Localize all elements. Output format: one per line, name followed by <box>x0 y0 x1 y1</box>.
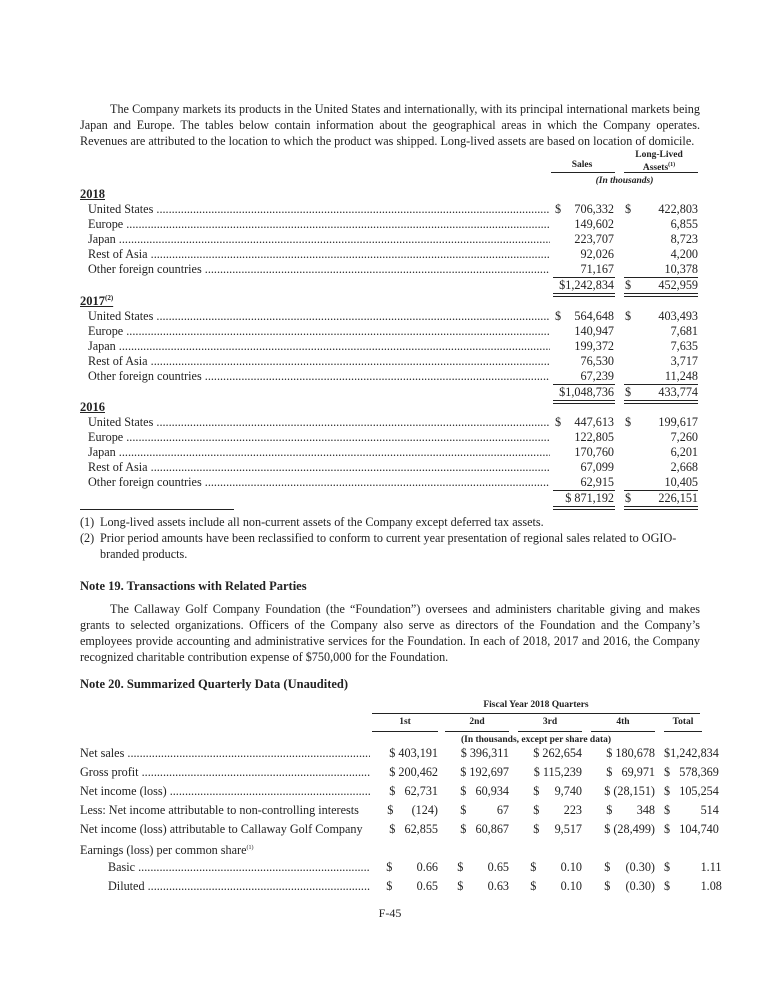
quarter-value: $ (0.30) <box>604 860 655 874</box>
sales-value: 447,613 <box>574 415 614 429</box>
table-row <box>80 353 700 369</box>
quarter-value: $ 62,855 <box>389 822 438 836</box>
quarter-value: $ 9,740 <box>533 784 582 798</box>
row-label <box>80 801 370 819</box>
footnote-rule <box>80 509 234 510</box>
quarter-value: $ 104,740 <box>664 822 719 836</box>
table-row <box>80 261 700 277</box>
note20-heading: Note 20. Summarized Quarterly Data (Unaudited) <box>80 677 349 691</box>
quarter-value: $ 0.10 <box>530 860 582 874</box>
col-header-assets-line2: Assets <box>642 163 669 174</box>
sales-value: 170,760 <box>574 445 614 459</box>
sales-value: 62,915 <box>580 475 614 489</box>
table-row <box>80 782 719 800</box>
row-label <box>80 782 370 800</box>
table-row <box>80 820 719 838</box>
year-label: 2018 <box>80 187 105 201</box>
col-header-assets-line1: Long-Lived <box>635 150 683 160</box>
column-header: 4th <box>616 717 630 727</box>
row-label: Rest of Asia ..... <box>88 459 550 475</box>
sales-value: 122,805 <box>574 430 614 444</box>
intro-paragraph: The Company markets its products in the United States and internationally, with its principal international markets being Japan and Europe. The tables below contain information about the geographical areas in which the Company operates. Revenues are attributed to the location to which the product was shipped. Long-lived assets are based on location of domicile. <box>80 102 700 148</box>
total-assets: 452,959 <box>658 278 698 292</box>
row-label: Japan ..... <box>88 231 550 247</box>
table-row <box>80 763 719 781</box>
table-row <box>80 216 700 232</box>
total-row <box>80 277 700 293</box>
table-row <box>80 414 700 430</box>
quarter-value: $ 1.11 <box>664 860 722 874</box>
units-label: (In thousands, except per share data) <box>460 735 612 745</box>
quarter-value: $ 192,697 <box>460 765 509 779</box>
year-heading <box>80 294 113 309</box>
sales-value: 71,167 <box>580 262 614 276</box>
quarters-group-header: Fiscal Year 2018 Quarters <box>483 700 589 710</box>
table-row <box>80 201 700 217</box>
quarter-value: $ 67 <box>460 803 509 817</box>
row-label <box>80 820 370 838</box>
currency-symbol: $ <box>625 202 632 216</box>
currency-symbol: $ <box>625 491 632 505</box>
currency-symbol: $ <box>625 385 632 399</box>
assets-value: 6,855 <box>670 217 698 231</box>
currency-symbol: $ <box>555 202 562 216</box>
sales-value: 706,332 <box>574 202 614 216</box>
row-label-text: Net income (loss) attributable to Callaway Golf Company <box>80 822 363 836</box>
quarter-value: $ 0.66 <box>386 860 438 874</box>
assets-value: 7,635 <box>670 339 698 353</box>
row-label: Other foreign countries ..... <box>88 474 550 490</box>
header-rule <box>664 731 702 732</box>
sales-value: 140,947 <box>574 324 614 338</box>
table-row <box>80 744 719 762</box>
total-assets: 433,774 <box>658 385 698 399</box>
quarter-value: $ 0.63 <box>457 879 509 893</box>
quarter-value: $ 60,934 <box>460 784 509 798</box>
quarter-value: $ (28,151) <box>604 784 655 798</box>
quarter-value: $ 348 <box>606 803 655 817</box>
footnote-number: (2) <box>80 531 95 545</box>
header-rule <box>518 731 582 732</box>
assets-value: 4,200 <box>670 247 698 261</box>
quarter-value: $ 9,517 <box>533 822 582 836</box>
sales-value: 67,239 <box>580 369 614 383</box>
quarter-value: $ 578,369 <box>664 765 719 779</box>
quarter-value: $ 200,462 <box>389 765 438 779</box>
header-rule <box>372 713 700 714</box>
table-row <box>80 338 700 354</box>
quarter-value: $ 223 <box>533 803 582 817</box>
col-header-assets <box>624 150 694 173</box>
quarter-value: $ (124) <box>387 803 438 817</box>
header-rule <box>445 731 509 732</box>
row-label: Rest of Asia ..... <box>88 353 550 369</box>
quarter-value: $ (0.30) <box>604 879 655 893</box>
quarter-value: $ 105,254 <box>664 784 719 798</box>
quarter-value: $ 403,191 <box>389 746 438 760</box>
sales-value: 92,026 <box>580 247 614 261</box>
total-sales: $ 871,192 <box>565 491 614 505</box>
quarter-value: $ 396,311 <box>460 746 509 760</box>
assets-value: 6,201 <box>670 445 698 459</box>
quarter-value: $ 62,731 <box>389 784 438 798</box>
assets-value: 3,717 <box>670 354 698 368</box>
sales-value: 67,099 <box>580 460 614 474</box>
page-number: F-45 <box>378 906 402 920</box>
header-rule <box>551 172 615 173</box>
quarter-value: $ 115,239 <box>533 765 582 779</box>
total-sales: $1,242,834 <box>559 278 614 292</box>
row-label-text: Diluted <box>108 879 145 893</box>
currency-symbol: $ <box>625 309 632 323</box>
quarter-value: $1,242,834 <box>664 746 719 760</box>
col-header-sales: Sales <box>571 160 593 170</box>
double-rule <box>553 400 615 404</box>
assets-value: 11,248 <box>664 369 698 383</box>
row-label-text: Less: Net income attributable to non-controlling interests <box>80 803 359 817</box>
row-label-text: Gross profit <box>80 765 139 779</box>
note19-heading: Note 19. Transactions with Related Parties <box>80 579 307 593</box>
assets-value: 403,493 <box>658 309 698 323</box>
table-row <box>80 323 700 339</box>
double-rule <box>553 293 615 297</box>
sales-value: 149,602 <box>574 217 614 231</box>
assets-value: 422,803 <box>658 202 698 216</box>
row-label <box>108 877 370 895</box>
double-rule <box>624 506 698 510</box>
row-label: United States ..... <box>88 414 550 430</box>
row-label <box>80 744 370 762</box>
assets-value: 10,405 <box>664 475 698 489</box>
double-rule <box>624 400 698 404</box>
footnote-ref: (1) <box>668 162 676 168</box>
table-row <box>80 368 700 384</box>
footnote-number: (1) <box>80 515 95 529</box>
year-label: 2017 <box>80 294 105 309</box>
quarter-value: $ 262,654 <box>533 746 582 760</box>
total-sales: $1,048,736 <box>559 385 614 399</box>
column-header: Total <box>672 717 694 727</box>
quarter-value: $ 0.65 <box>457 860 509 874</box>
row-label: Japan ..... <box>88 338 550 354</box>
row-label-text: Net income (loss) <box>80 784 167 798</box>
header-rule <box>591 731 655 732</box>
sales-value: 199,372 <box>574 339 614 353</box>
column-header: 2nd <box>469 717 485 727</box>
currency-symbol: $ <box>625 278 632 292</box>
year-label: 2016 <box>80 400 105 414</box>
currency-symbol: $ <box>555 415 562 429</box>
table-row <box>80 801 719 819</box>
column-header: 3rd <box>542 717 558 727</box>
row-label-text: Net sales <box>80 746 125 760</box>
quarter-value: $ 1.08 <box>664 879 722 893</box>
table-row <box>80 231 700 247</box>
quarter-value: $ 514 <box>664 803 719 817</box>
assets-value: 7,681 <box>670 324 698 338</box>
units-label: (In thousands) <box>595 176 654 186</box>
double-rule <box>553 506 615 510</box>
table-row <box>80 839 700 857</box>
table-row <box>80 474 700 490</box>
assets-value: 2,668 <box>670 460 698 474</box>
row-label: Other foreign countries ..... <box>88 368 550 384</box>
table-row <box>80 877 722 895</box>
row-label <box>80 763 370 781</box>
assets-value: 7,260 <box>670 430 698 444</box>
header-rule <box>624 172 698 173</box>
quarter-value: $ 60,867 <box>460 822 509 836</box>
row-label: United States ..... <box>88 201 550 217</box>
quarter-value: $ 69,971 <box>606 765 655 779</box>
row-label: Japan ..... <box>88 444 550 460</box>
sales-value: 223,707 <box>574 232 614 246</box>
note19-body: The Callaway Golf Company Foundation (the “Foundation”) oversees and administers charitable giving and makes grants to selected organizations. Officers of the Company also serve as directors of the Foundation and the Company’s employees provide accounting and administrative services for the Foundation. In each of 2018, 2017 and 2016, the Company recognized charitable contribution expense of $750,000 for the Foundation. <box>80 602 700 664</box>
assets-value: 199,617 <box>658 415 698 429</box>
total-row <box>80 384 700 400</box>
row-label <box>80 839 370 859</box>
footnote-ref: (1) <box>246 845 254 851</box>
quarter-value: $ 0.10 <box>530 879 582 893</box>
row-label: Europe ..... <box>88 429 550 445</box>
total-assets: 226,151 <box>658 491 698 505</box>
row-label: Europe ..... <box>88 323 550 339</box>
sales-value: 76,530 <box>580 354 614 368</box>
header-rule <box>372 731 438 732</box>
footnote-text: Long-lived assets include all non-current assets of the Company except deferred tax assets. <box>100 515 544 529</box>
table-row <box>80 246 700 262</box>
sales-value: 564,648 <box>574 309 614 323</box>
row-label <box>108 858 370 876</box>
table-row <box>80 858 722 876</box>
total-row <box>80 490 700 506</box>
year-heading <box>80 400 105 415</box>
year-heading <box>80 187 105 202</box>
row-label: Europe ..... <box>88 216 550 232</box>
quarter-value: $ 0.65 <box>386 879 438 893</box>
table-row <box>80 459 700 475</box>
table-row <box>80 444 700 460</box>
table-row <box>80 429 700 445</box>
column-header: 1st <box>399 717 411 727</box>
currency-symbol: $ <box>625 415 632 429</box>
quarter-value: $ 180,678 <box>606 746 655 760</box>
row-label-text: Basic <box>108 860 136 874</box>
row-label: Rest of Asia ..... <box>88 246 550 262</box>
assets-value: 8,723 <box>670 232 698 246</box>
footnote-text: Prior period amounts have been reclassified to conform to current year presentation of regional sales related to OGIO-branded products. <box>100 531 677 561</box>
quarter-value: $ (28,499) <box>604 822 655 836</box>
currency-symbol: $ <box>555 309 562 323</box>
row-label: Other foreign countries ..... <box>88 261 550 277</box>
row-label: United States ..... <box>88 308 550 324</box>
table-row <box>80 308 700 324</box>
assets-value: 10,378 <box>664 262 698 276</box>
footnote-ref: (2) <box>105 294 114 302</box>
row-label-text: Earnings (loss) per common share <box>80 843 247 858</box>
double-rule <box>624 293 698 297</box>
